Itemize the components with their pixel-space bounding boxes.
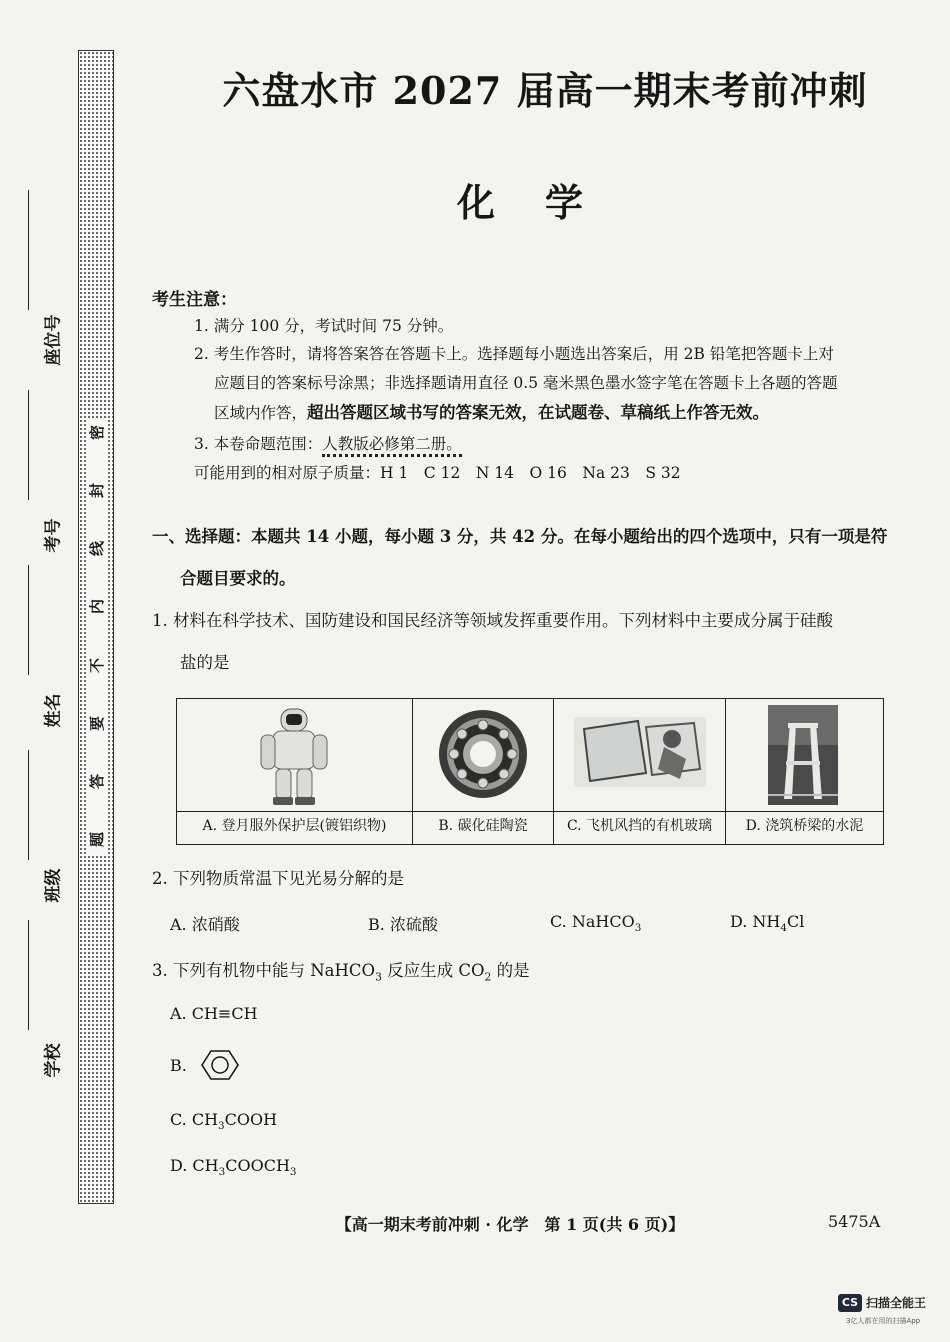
q2-option-c-text: C. NaHCO: [550, 912, 635, 931]
notice-heading: 考生注意：: [152, 290, 237, 310]
ceramic-bearing-image: [413, 699, 553, 812]
seal-char: 内: [88, 599, 107, 615]
seal-char: 封: [88, 483, 107, 499]
q1-option-table: [176, 698, 884, 845]
seal-char: 答: [88, 773, 107, 789]
subscript: 3: [375, 970, 382, 984]
windshield-image: [554, 699, 725, 812]
q3-option-c-text: C. CH: [170, 1110, 219, 1129]
subject-title: 化学: [456, 180, 633, 225]
q1-option-b[interactable]: [413, 699, 554, 844]
school-label: 学校: [43, 1043, 64, 1078]
subscript: 3: [289, 1166, 297, 1179]
scanner-app-slogan: 3亿人都在用的扫描App: [846, 1317, 921, 1325]
exam-title: 六盘水市 2027 届高一期末考前冲刺: [222, 68, 868, 113]
q1-stem-line2: 盐的是: [180, 653, 230, 672]
q2-stem: 2. 下列物质常温下见光易分解的是: [152, 869, 404, 888]
q3-stem-text: 反应生成 CO: [381, 961, 485, 980]
section-heading-line2: 合题目要求的。: [180, 569, 296, 588]
q2-option-d[interactable]: [730, 912, 804, 934]
q2-option-d-text: D. NH: [730, 912, 781, 931]
scanner-logo-icon: CS: [838, 1294, 862, 1312]
seal-char: 线: [88, 541, 107, 557]
notice-item-2-line2: 应题目的答案标号涂黑；非选择题请用直径 0.5 毫米黑色墨水签字笔在答题卡上各题的答题: [214, 374, 838, 392]
q1-option-d-caption: D. 浇筑桥梁的水泥: [745, 818, 864, 834]
seal-char: 要: [88, 715, 107, 731]
name-label: 姓名: [43, 693, 64, 728]
notice-emphasis: 超出答题区域书写的答案无效，在试题卷、草稿纸上作答无效。: [307, 403, 770, 422]
section-heading: [152, 516, 912, 600]
notice-text: 3. 本卷命题范围：: [194, 435, 323, 453]
notice-item-2-line3: [214, 398, 914, 428]
q1-option-c-caption: C. 飞机风挡的有机玻璃: [566, 818, 713, 834]
q3-option-b-label: B.: [170, 1056, 187, 1075]
q3-option-d-text: D. CH: [170, 1156, 219, 1175]
paper-code: 5475A: [828, 1212, 881, 1231]
q1-stem-line1: 1. 材料在科学技术、国防建设和国民经济等领域发挥重要作用。下列材料中主要成分属于硅酸: [152, 611, 833, 630]
class-label: 班级: [43, 868, 64, 903]
q3-stem: [152, 950, 912, 998]
q1-option-b-caption: B. 碳化硅陶瓷: [438, 818, 528, 834]
q3-option-c[interactable]: [170, 1110, 277, 1132]
subscript: 4: [780, 922, 788, 935]
q3-option-c-text-tail: COOH: [224, 1110, 278, 1129]
q2-option-a[interactable]: A. 浓硝酸: [170, 915, 240, 934]
q3-option-d-text-mid: COOCH: [225, 1156, 290, 1175]
subscript: 3: [218, 1166, 226, 1179]
seal-char: 题: [88, 831, 107, 847]
q3-stem-text: 3. 下列有机物中能与 NaHCO: [152, 961, 376, 980]
q1-option-d[interactable]: [726, 699, 883, 844]
notice-item-3: [194, 430, 910, 459]
notice-scope: 人教版必修第二册。: [322, 435, 462, 457]
seal-line-notice: [86, 418, 108, 854]
q3-option-b[interactable]: [170, 1056, 187, 1075]
q1-stem: [152, 600, 912, 684]
page-footer: 【高一期末考前冲刺 · 化学 第 1 页(共 6 页)】: [335, 1215, 685, 1234]
seal-char: 密: [88, 424, 107, 441]
scanner-app-name: 扫描全能王: [866, 1296, 927, 1310]
bridge-image: [726, 699, 883, 812]
notice-text: 区域内作答，: [214, 404, 308, 422]
seat-number-label: 座位号: [43, 314, 64, 366]
astronaut-image: [177, 699, 412, 812]
q3-option-d[interactable]: [170, 1156, 297, 1178]
q3-stem-text: 的是: [491, 961, 530, 980]
notice-item-1: 1. 满分 100 分，考试时间 75 分钟。: [194, 317, 454, 335]
exam-number-label: 考号: [43, 518, 64, 553]
seal-char: 不: [88, 657, 107, 673]
q1-option-a[interactable]: [177, 699, 413, 844]
subscript: 3: [218, 1120, 225, 1133]
atomic-masses: 可能用到的相对原子质量：H 1 C 12 N 14 O 16 Na 23 S 32: [194, 464, 681, 482]
notice-item-2-line1: 2. 考生作答时，请将答案答在答题卡上。选择题每小题选出答案后，用 2B 铅笔把答题卡上对: [194, 345, 834, 363]
benzene-ring-icon: [190, 1048, 250, 1082]
q2-option-b[interactable]: B. 浓硫酸: [368, 915, 438, 934]
q2-option-c[interactable]: [550, 912, 641, 934]
subscript: 2: [484, 970, 492, 984]
q2-option-d-text-tail: Cl: [787, 912, 805, 931]
section-heading-line1: 一、选择题：本题共 14 小题，每小题 3 分，共 42 分。在每小题给出的四个选项中，只有一项是符: [152, 527, 888, 546]
q1-option-c[interactable]: [554, 699, 726, 844]
subscript: 3: [634, 922, 642, 935]
q3-option-a[interactable]: A. CH≡CH: [170, 1004, 258, 1023]
q1-option-a-caption: A. 登月服外保护层(镀铝织物): [202, 818, 387, 834]
